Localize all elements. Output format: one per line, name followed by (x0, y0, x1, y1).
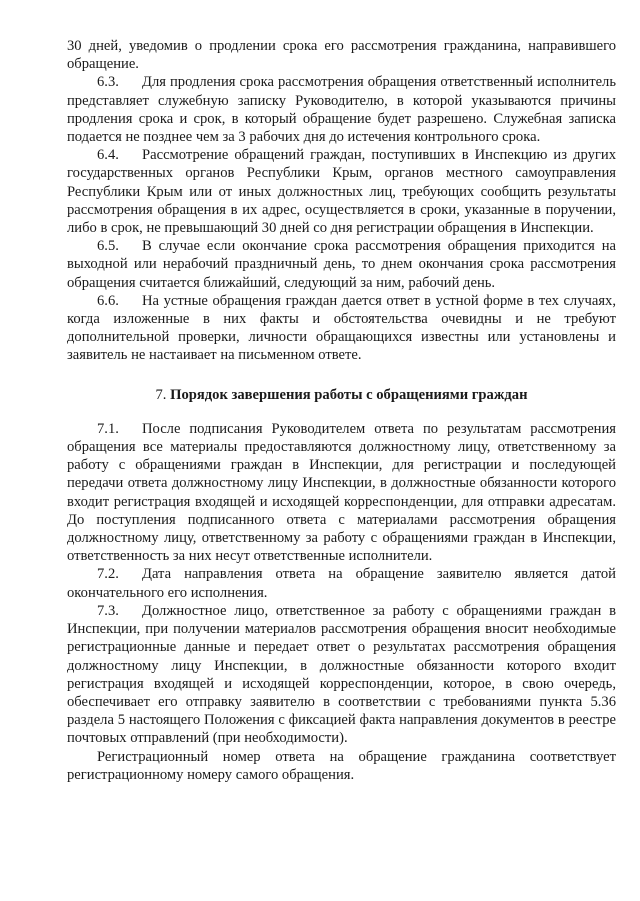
paragraph-6-5 (67, 237, 616, 292)
section-title: Порядок завершения работы с обращениями граждан (170, 386, 528, 403)
paragraph-7-3 (67, 602, 616, 748)
final-paragraph: Регистрационный номер ответа на обращение гражданина соответствует регистрационному номеру самого обращения. (67, 748, 616, 783)
paragraph-text: После подписания Руководителем ответа по результатам рассмотрения обращения все материалы предоставляются должностному лицу, ответственному за работу с обращениями граждан в Инспекции, для регистрации и последующей передачи ответа должностному лицу Инспекции, в должностные обязанности которого входит регистрация входящей и исходящей корреспонденции, для отправки адресатам. До поступления подписанного ответа с материалами рассмотрения обращения должностному лицу, ответственному за работу с обращениями граждан в Инспекции, ответственность за них несут ответственные исполнители. (67, 420, 616, 565)
paragraph-7-1 (67, 420, 616, 566)
paragraph-number: 6.6. (97, 292, 119, 309)
continuation-paragraph: 30 дней, уведомив о продлении срока его рассмотрения гражданина, направившего обращение. (67, 38, 616, 73)
paragraph-text: Дата направления ответа на обращение заявителю является датой окончательного его исполнения. (67, 566, 616, 601)
paragraph-text: Рассмотрение обращений граждан, поступивших в Инспекцию из других государственных органов Республики Крым, органов местного самоуправления Республики Крым или от иных должностных лиц, требующих сообщить результаты рассмотрения обращения в их адрес, осуществляется в сроки, указанные в поручении, либо в срок, не превышающий 30 дней со дня регистрации обращения в Инспекции. (67, 147, 616, 237)
document-page (67, 37, 616, 784)
paragraph-text: На устные обращения граждан дается ответ в устной форме в тех случаях, когда изложенные в них факты и обстоятельства очевидны и не требуют дополнительной проверки, личности обращающихся известны или установлены и заявитель не настаивает на письменном ответе. (67, 292, 616, 364)
paragraph-7-2 (67, 565, 616, 601)
paragraph-text: Должностное лицо, ответственное за работу с обращениями граждан в Инспекции, при получении материалов рассмотрения обращения вносит необходимые регистрационные данные и передает ответ о результатах рассмотрения обращения должностному лицу Инспекции, в должностные обязанности которого входит регистрация входящей и исходящей корреспонденции, которое, в свою очередь, обеспечивает его отправку заявителю в соответствии с требованиями пункта 5.36 раздела 5 настоящего Положения с фиксацией факта направления документов в реестре почтовых отправлений (при необходимости). (67, 602, 616, 747)
section-number: 7. (155, 386, 167, 403)
paragraph-number: 7.2. (97, 566, 119, 583)
section-7-heading (67, 365, 616, 420)
paragraph-6-6 (67, 292, 616, 365)
paragraph-number: 7.1. (97, 420, 119, 437)
paragraph-number: 7.3. (97, 602, 119, 619)
paragraph-6-4 (67, 146, 616, 237)
paragraph-number: 6.4. (97, 147, 119, 164)
paragraph-text: Для продления срока рассмотрения обращения ответственный исполнитель представляет служебную записку Руководителю, в которой указываются причины продления срока и срок, в который обращение будет разрешено. Служебная записка подается не позднее чем за 3 рабочих дня до истечения контрольного срока. (67, 74, 616, 146)
paragraph-number: 6.3. (97, 74, 119, 91)
paragraph-6-3 (67, 73, 616, 146)
paragraph-number: 6.5. (97, 238, 119, 255)
paragraph-text: В случае если окончание срока рассмотрения обращения приходится на выходной или нерабочий праздничный день, то днем окончания срока рассмотрения обращения считается ближайший, следующий за ним, рабочий день. (67, 238, 616, 291)
